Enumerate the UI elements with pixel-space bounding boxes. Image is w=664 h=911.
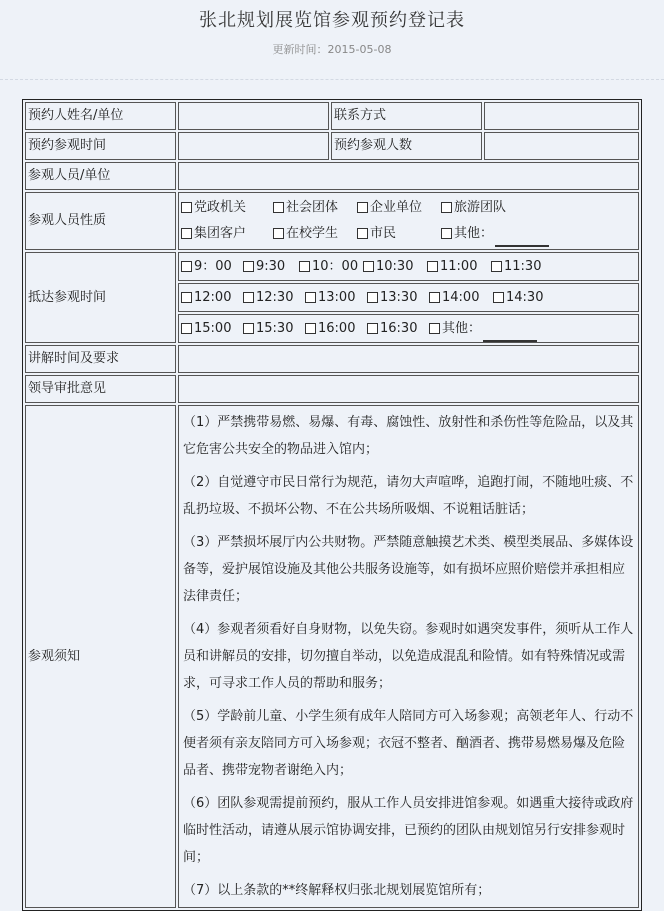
other-blank[interactable]: [483, 328, 537, 342]
arrival-line-3: [178, 314, 639, 343]
checkbox-option[interactable]: 集团客户: [181, 221, 261, 247]
update-date-value: 2015-05-08: [327, 43, 392, 56]
notes-content: [178, 405, 639, 908]
checkbox-icon: [367, 292, 378, 303]
checkbox-option[interactable]: 企业单位: [357, 195, 429, 221]
checkbox-icon: [441, 228, 452, 239]
checkbox-icon: [427, 261, 438, 272]
checkbox-icon: [273, 228, 284, 239]
input-reserver-name[interactable]: [178, 102, 329, 130]
label-notes: 参观须知: [25, 405, 176, 908]
checkbox-option[interactable]: 社会团体: [273, 195, 345, 221]
input-explain[interactable]: [178, 345, 639, 373]
label-visit-time: 预约参观时间: [25, 132, 176, 160]
input-visitor-count[interactable]: [484, 132, 639, 160]
checkbox-option[interactable]: 11:30: [491, 254, 541, 280]
checkbox-icon: [357, 228, 368, 239]
checkbox-icon: [305, 323, 316, 334]
checkbox-icon: [181, 292, 192, 303]
checkbox-option[interactable]: 9:30: [243, 254, 299, 280]
label-visitor-unit: 参观人员/单位: [25, 162, 176, 190]
notes-item: （4）参观者须看好自身财物，以免失窃。参观时如遇突发事件，须听从工作人员和讲解员的安排，切勿擅自举动，以免造成混乱和险情。如有特殊情况或需求，可寻求工作人员的帮助和服务；: [183, 622, 634, 691]
checkbox-option[interactable]: 16:30: [367, 316, 429, 342]
checkbox-icon: [429, 323, 440, 334]
checkbox-icon: [367, 323, 378, 334]
notes-item: （3）严禁损坏展厅内公共财物。严禁随意触摸艺术类、模型类展品、多媒体设备等，爱护展馆设施及其他公共服务设施等，如有损坏应照价赔偿并承担相应法律责任；: [183, 535, 634, 604]
checkbox-option[interactable]: 党政机关: [181, 195, 261, 221]
header-divider: [0, 79, 664, 80]
arrival-line-2: [178, 283, 639, 312]
label-approve: 领导审批意见: [25, 375, 176, 403]
label-visitor-nature: 参观人员性质: [25, 192, 176, 250]
notes-item: （6）团队参观需提前预约，服从工作人员安排进馆参观。如遇重大接待或政府临时性活动，请遵从展示馆协调安排，已预约的团队由规划馆另行安排参观时间；: [183, 796, 634, 865]
checkbox-icon: [181, 228, 192, 239]
reservation-form: [22, 99, 642, 911]
checkbox-icon: [243, 323, 254, 334]
checkbox-icon: [181, 261, 192, 272]
page-header: [0, 0, 664, 80]
checkbox-icon: [181, 323, 192, 334]
notes-item: （2）自觉遵守市民日常行为规范，请勿大声喧哗，追跑打闹，不随地吐痰、不乱扔垃圾、不损坏公物、不在公共场所吸烟、不说粗话脏话；: [183, 475, 634, 517]
checkbox-icon: [181, 202, 192, 213]
checkbox-icon: [357, 202, 368, 213]
checkbox-option[interactable]: 其他：: [441, 221, 549, 247]
checkbox-icon: [441, 202, 452, 213]
checkbox-icon: [305, 292, 316, 303]
nature-line-1: [181, 195, 636, 221]
input-visitor-unit[interactable]: [178, 162, 639, 190]
label-visitor-count: 预约参观人数: [331, 132, 482, 160]
checkbox-option[interactable]: 16:00: [305, 316, 367, 342]
label-reserver-name: 预约人姓名/单位: [25, 102, 176, 130]
update-date-label: 更新时间：: [272, 43, 328, 56]
checkbox-option[interactable]: 13:00: [305, 285, 367, 311]
notes-item: （5）学龄前儿童、小学生须有成年人陪同方可入场参观；高领老年人、行动不便者须有亲友陪同方可入场参观；衣冠不整者、酗酒者、携带易燃易爆及危险品者、携带宠物者谢绝入内；: [183, 709, 634, 778]
checkbox-option[interactable]: 在校学生: [273, 221, 345, 247]
checkbox-option[interactable]: 14:00: [429, 285, 493, 311]
checkbox-option[interactable]: 旅游团队: [441, 195, 506, 221]
notes-item: （7）以上条款的**终解释权归张北规划展览馆所有；: [183, 883, 491, 898]
input-visit-time[interactable]: [178, 132, 329, 160]
checkbox-option[interactable]: 13:30: [367, 285, 429, 311]
visitor-nature-options: [178, 192, 639, 250]
checkbox-icon: [299, 261, 310, 272]
checkbox-option[interactable]: 14:30: [493, 285, 543, 311]
other-blank[interactable]: [495, 233, 549, 247]
checkbox-option[interactable]: 其他：: [429, 316, 537, 342]
checkbox-option[interactable]: 市民: [357, 221, 429, 247]
input-approve[interactable]: [178, 375, 639, 403]
checkbox-option[interactable]: 12:30: [243, 285, 305, 311]
checkbox-option[interactable]: 15:00: [181, 316, 243, 342]
checkbox-icon: [363, 261, 374, 272]
label-contact: 联系方式: [331, 102, 482, 130]
nature-line-2: [181, 221, 636, 247]
update-date: [0, 41, 664, 57]
arrival-line-1: [178, 252, 639, 281]
checkbox-option[interactable]: 12:00: [181, 285, 243, 311]
checkbox-option[interactable]: 10:30: [363, 254, 427, 280]
label-arrival-time: 抵达参观时间: [25, 252, 176, 343]
checkbox-icon: [429, 292, 440, 303]
checkbox-option[interactable]: 10：00: [299, 254, 363, 280]
checkbox-option[interactable]: 9：00: [181, 254, 243, 280]
notes-item: （1）严禁携带易燃、易爆、有毒、腐蚀性、放射性和杀伤性等危险品，以及其它危害公共安全的物品进入馆内；: [183, 415, 634, 457]
label-explain: 讲解时间及要求: [25, 345, 176, 373]
checkbox-icon: [243, 261, 254, 272]
page-title: 张北规划展览馆参观预约登记表: [199, 10, 465, 31]
checkbox-icon: [491, 261, 502, 272]
checkbox-icon: [273, 202, 284, 213]
checkbox-option[interactable]: 11:00: [427, 254, 491, 280]
checkbox-icon: [243, 292, 254, 303]
checkbox-icon: [493, 292, 504, 303]
input-contact[interactable]: [484, 102, 639, 130]
checkbox-option[interactable]: 15:30: [243, 316, 305, 342]
